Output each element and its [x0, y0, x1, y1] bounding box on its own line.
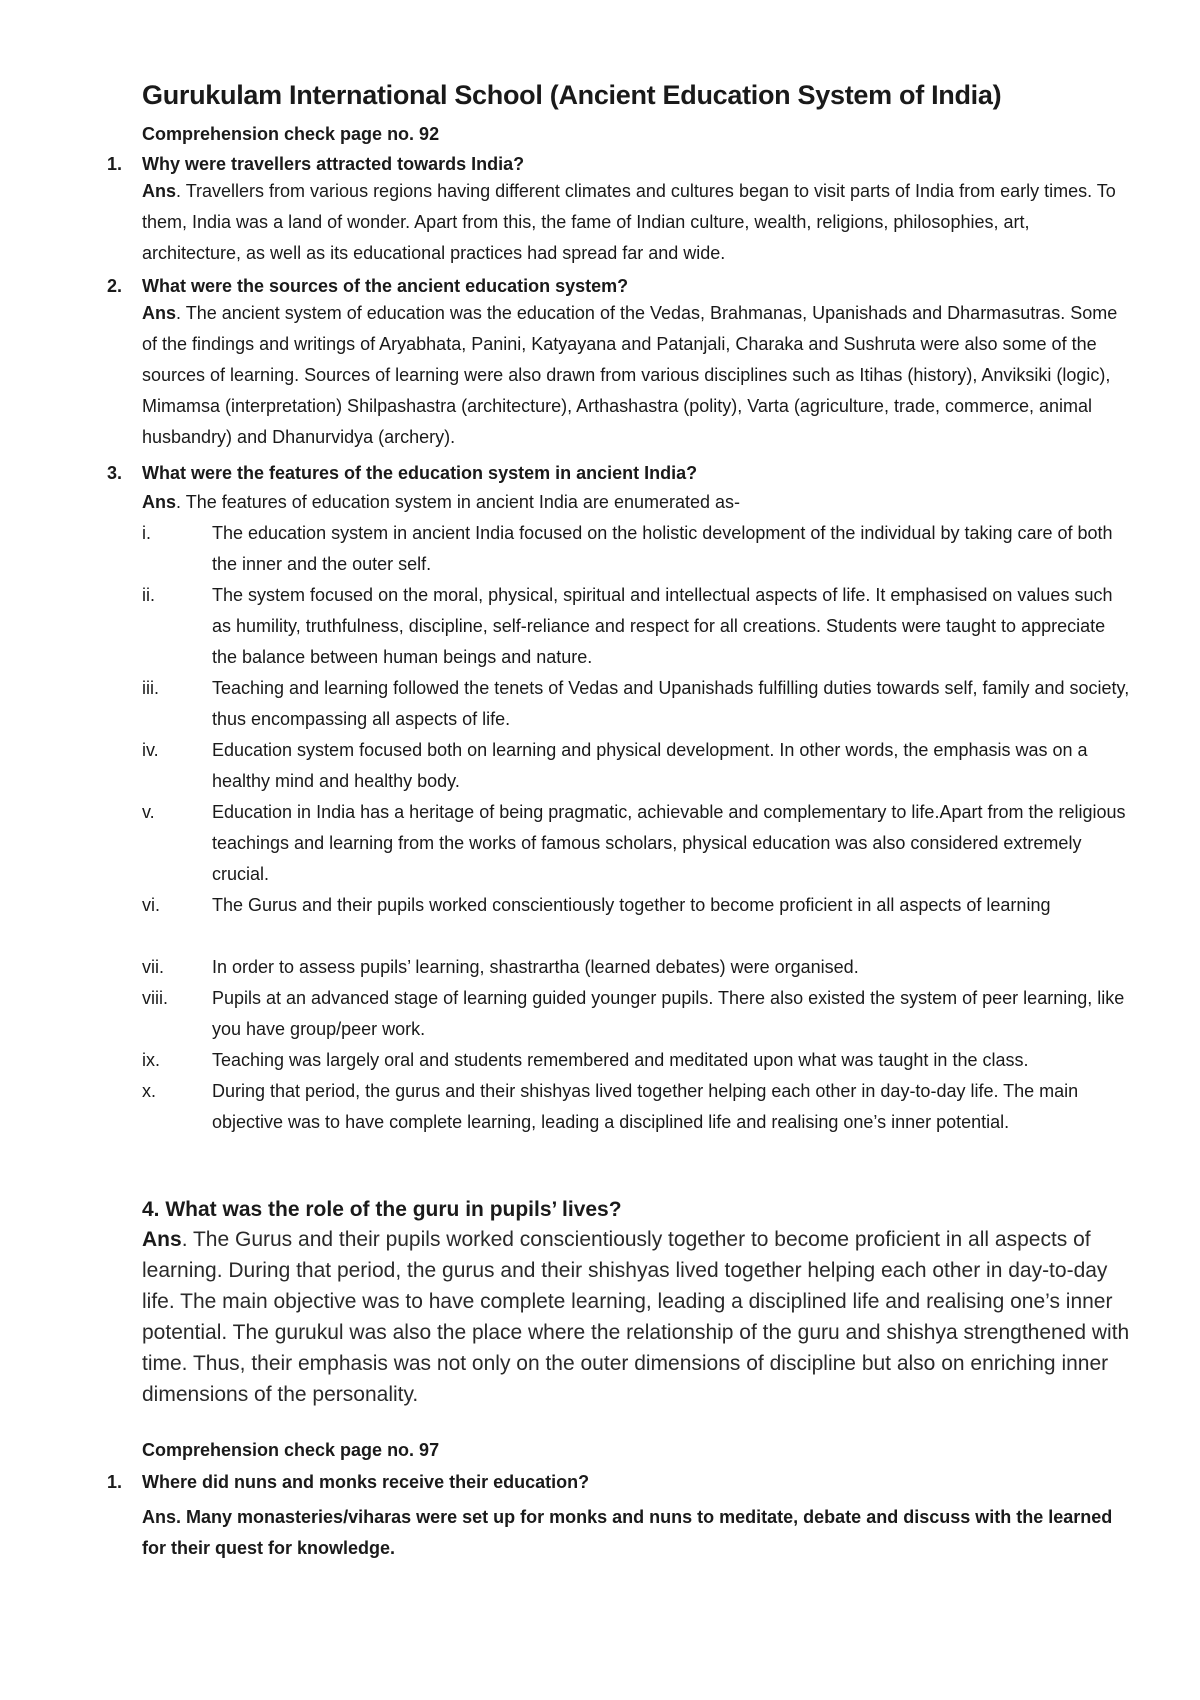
list-item: In order to assess pupils’ learning, shastrartha (learned debates) were organised.: [212, 957, 859, 977]
answer-text: . The Gurus and their pupils worked conscientiously together to become proficient in all aspects of learning. During that period, the gurus and their shishyas lived together helping each other in day-to-day life. The main objective was to have complete learning, leading a disciplined life and realising one’s inner potential. The gurukul was also the place where the relationship of the guru and shishya strengthened with time. Thus, their emphasis was not only on the outer dimensions of discipline but also on enriching inner dimensions of the personality.: [142, 1228, 1130, 1406]
answer-text: . Travellers from various regions having different climates and cultures began to visit parts of India from early times. To them, India was a land of wonder. Apart from this, the fame of Indian culture, wealth, religions, philosophies, art, architecture, as well as its educational practices had spread far and wide.: [142, 181, 1116, 263]
answer-label: Ans: [142, 303, 177, 323]
list-item: The Gurus and their pupils worked conscientiously together to become proficient in all aspects of learning: [212, 895, 1051, 915]
question-text: What were the features of the education system in ancient India?: [142, 463, 698, 483]
list-item: The education system in ancient India focused on the holistic development of the individual by taking care of both the inner and the outer self.: [212, 523, 1113, 574]
question-text: 4. What was the role of the guru in pupils’ lives?: [142, 1198, 622, 1221]
list-item-number: iii.: [142, 678, 159, 698]
list-item-number: viii.: [142, 988, 168, 1008]
question-number: 3.: [107, 463, 123, 483]
answer-paragraph: [142, 487, 1132, 518]
list-item-number: x.: [142, 1081, 157, 1101]
question-text: What were the sources of the ancient education system?: [142, 276, 629, 296]
question-number: 1.: [107, 154, 123, 174]
page-title: Gurukulam International School (Ancient Education System of India): [142, 80, 1002, 110]
list-item-number: vi.: [142, 895, 160, 915]
list-item-number: i.: [142, 523, 151, 543]
answer-label: Ans: [142, 181, 177, 201]
answer-label: Ans: [142, 492, 177, 512]
answer-paragraph: [142, 298, 1132, 453]
question-number: 2.: [107, 276, 123, 296]
answer-paragraph: [142, 176, 1132, 269]
list-item: Teaching and learning followed the tenets of Vedas and Upanishads fulfilling duties towards self, family and society, thus encompassing all aspects of life.: [212, 678, 1130, 729]
list-item-number: vii.: [142, 957, 164, 977]
list-item: Pupils at an advanced stage of learning guided younger pupils. There also existed the system of peer learning, like you have group/peer work.: [212, 988, 1125, 1039]
answer-text: . The features of education system in ancient India are enumerated as-: [176, 492, 741, 512]
answer-paragraph: [142, 1224, 1132, 1410]
list-item: Education system focused both on learning and physical development. In other words, the emphasis was on a healthy mind and healthy body.: [212, 740, 1088, 791]
section-heading-92: Comprehension check page no. 92: [142, 124, 440, 144]
list-item: The system focused on the moral, physical, spiritual and intellectual aspects of life. It emphasised on values such as humility, truthfulness, discipline, self-reliance and respect for all creations. Students were taught to appreciate the balance between human beings and nature.: [212, 585, 1113, 667]
list-item: Teaching was largely oral and students remembered and meditated upon what was taught in the class.: [212, 1050, 1029, 1070]
answer-paragraph: Ans. Many monasteries/viharas were set up for monks and nuns to meditate, debate and discuss with the learned for their quest for knowledge.: [142, 1507, 1113, 1558]
question-text: Why were travellers attracted towards India?: [142, 154, 525, 174]
answer-label: Ans: [142, 1228, 182, 1251]
list-item-number: iv.: [142, 740, 159, 760]
list-item-number: ii.: [142, 585, 155, 605]
list-item: Education in India has a heritage of being pragmatic, achievable and complementary to life.Apart from the religious teachings and learning from the works of famous scholars, physical education was also considered extremely crucial.: [212, 802, 1126, 884]
list-item-number: v.: [142, 802, 155, 822]
list-item-number: ix.: [142, 1050, 160, 1070]
list-item: During that period, the gurus and their shishyas lived together helping each other in day-to-day life. The main objective was to have complete learning, leading a disciplined life and realising one’s inner potential.: [212, 1081, 1079, 1132]
section-heading-97: Comprehension check page no. 97: [142, 1440, 440, 1460]
answer-text: . The ancient system of education was the education of the Vedas, Brahmanas, Upanishads and Dharmasutras. Some of the findings and writings of Aryabhata, Panini, Katyayana and Patanjali, Charaka and Sushruta were also some of the sources of learning. Sources of learning were also drawn from various disciplines such as Itihas (history), Anviksiki (logic), Mimamsa (interpretation) Shilpashastra (architecture), Arthashastra (polity), Varta (agriculture, trade, commerce, animal husbandry) and Dhanurvidya (archery).: [142, 303, 1118, 447]
question-number: 1.: [107, 1472, 123, 1492]
question-text: Where did nuns and monks receive their education?: [142, 1472, 590, 1492]
